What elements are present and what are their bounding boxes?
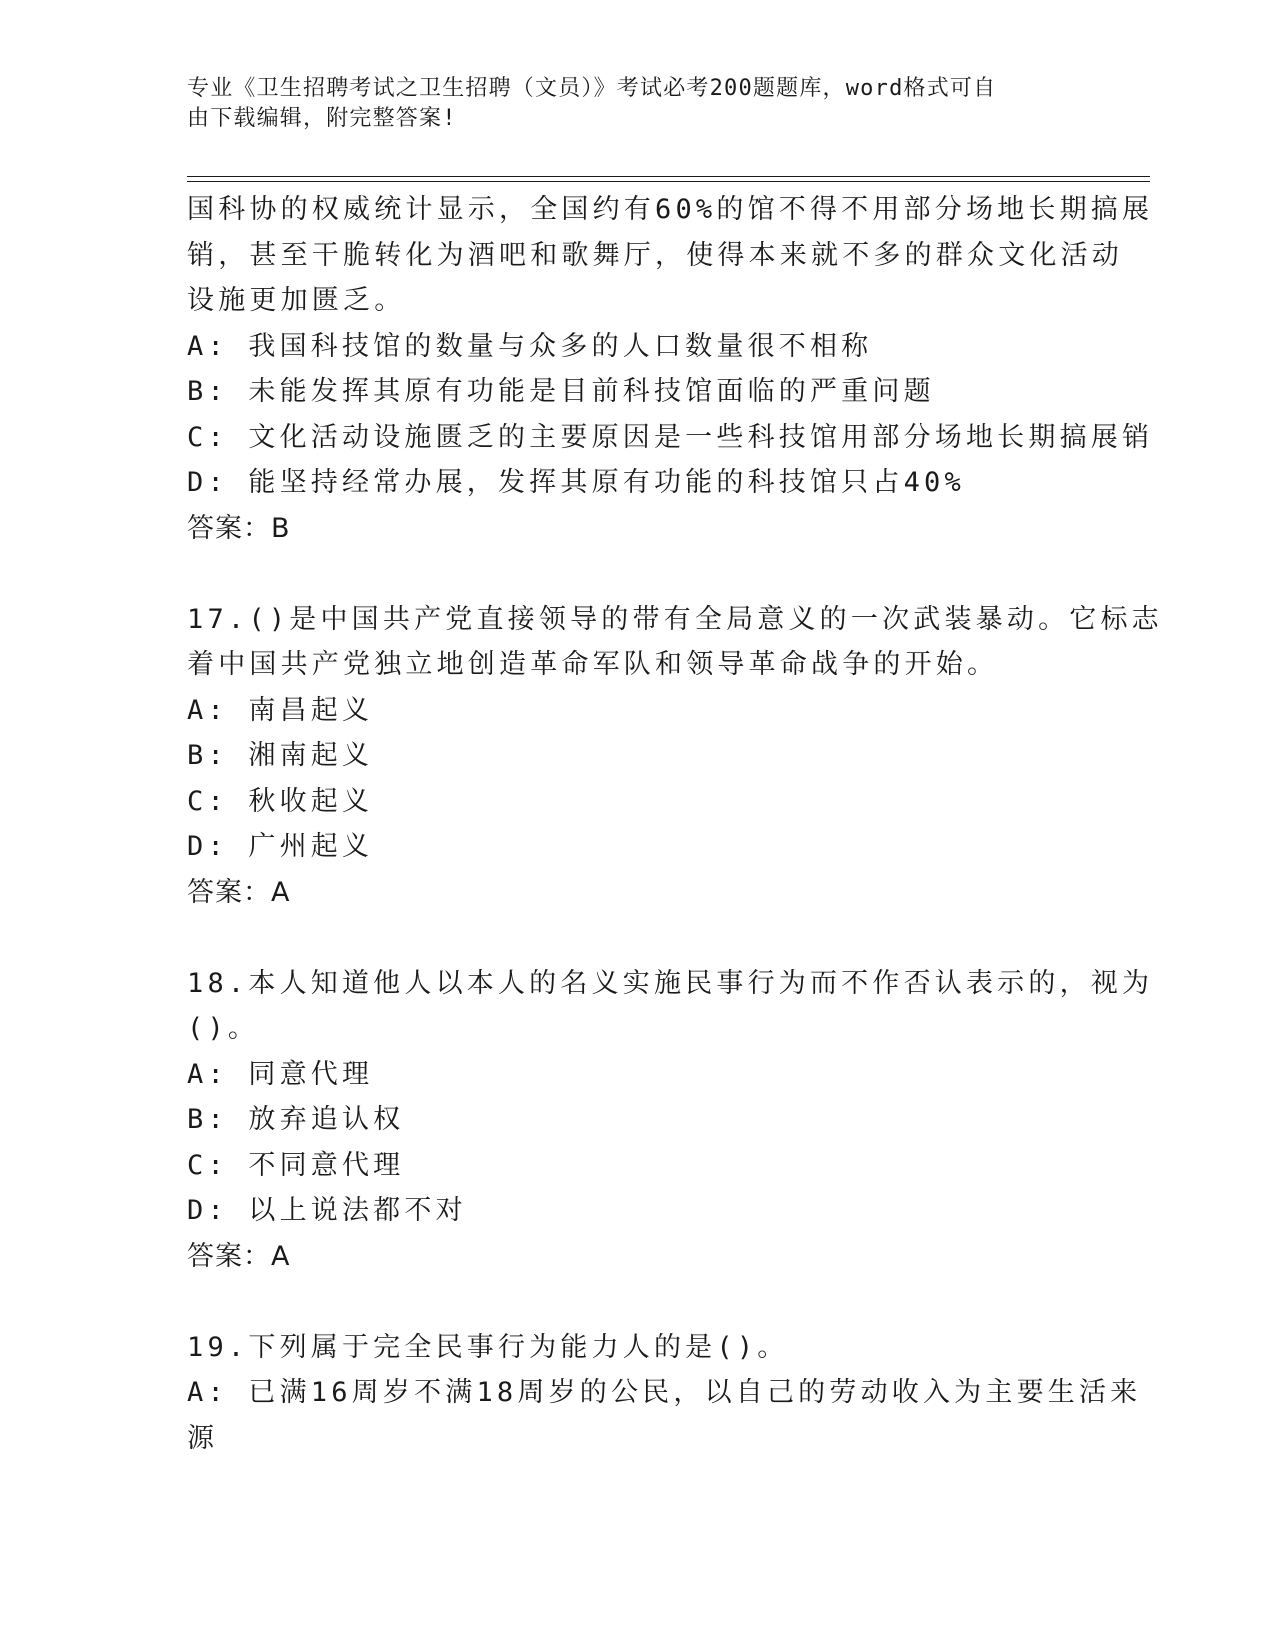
option-d: D: 能坚持经常办展，发挥其原有功能的科技馆只占40% — [187, 467, 965, 498]
answer-line: 答案：B — [187, 512, 291, 544]
question-text-line: 国科协的权威统计显示，全国约有60%的馆不得不用部分场地长期搞展 — [187, 194, 1154, 225]
question-text-line: 着中国共产党独立地创造革命军队和领导革命战争的开始。 — [187, 649, 999, 680]
option-a-continued: 源 — [187, 1422, 219, 1454]
option-a: A: 同意代理 — [187, 1058, 374, 1090]
spacer — [187, 915, 1087, 961]
question-text-line: 19.下列属于完全民事行为能力人的是()。 — [187, 1331, 789, 1363]
header-line-2: 由下载编辑，附完整答案! — [187, 106, 457, 131]
document-body — [187, 187, 1163, 1461]
question-text-line: ()。 — [187, 1013, 260, 1044]
option-d: D: 以上说法都不对 — [187, 1195, 467, 1226]
question-16-continued — [187, 187, 1154, 551]
option-c: C: 不同意代理 — [187, 1149, 405, 1181]
header-rule-top — [187, 176, 1150, 177]
option-d: D: 广州起义 — [187, 831, 374, 862]
option-b: B: 湘南起义 — [187, 740, 374, 771]
header-rule-bottom — [187, 181, 1150, 182]
option-b: B: 未能发挥其原有功能是目前科技馆面临的严重问题 — [187, 376, 935, 407]
option-c: C: 文化活动设施匮乏的主要原因是一些科技馆用部分场地长期搞展销 — [187, 421, 1154, 453]
answer-line: 答案：A — [187, 876, 291, 908]
question-text-line: 18.本人知道他人以本人的名义实施民事行为而不作否认表示的，视为 — [187, 967, 1154, 999]
option-c: C: 秋收起义 — [187, 785, 374, 817]
question-text-line: 销，甚至干脆转化为酒吧和歌舞厅，使得本来就不多的群众文化活动 — [187, 239, 1123, 271]
option-a: A: 南昌起义 — [187, 694, 374, 726]
answer-line: 答案：A — [187, 1240, 291, 1272]
header-line-1: 专业《卫生招聘考试之卫生招聘（文员）》考试必考200题题库，word格式可自 — [187, 76, 997, 101]
question-19 — [187, 1325, 1142, 1462]
question-text-line: 设施更加匮乏。 — [187, 285, 406, 316]
question-18 — [187, 961, 1154, 1280]
document-header — [187, 74, 1067, 134]
option-b: B: 放弃追认权 — [187, 1104, 405, 1135]
question-text-line: 17.()是中国共产党直接领导的带有全局意义的一次武装暴动。它标志 — [187, 603, 1163, 635]
spacer — [187, 1279, 1087, 1325]
question-17 — [187, 597, 1163, 916]
spacer — [187, 551, 1087, 597]
option-a: A: 已满16周岁不满18周岁的公民，以自己的劳动收入为主要生活来 — [187, 1377, 1142, 1408]
option-a: A: 我国科技馆的数量与众多的人口数量很不相称 — [187, 330, 873, 362]
